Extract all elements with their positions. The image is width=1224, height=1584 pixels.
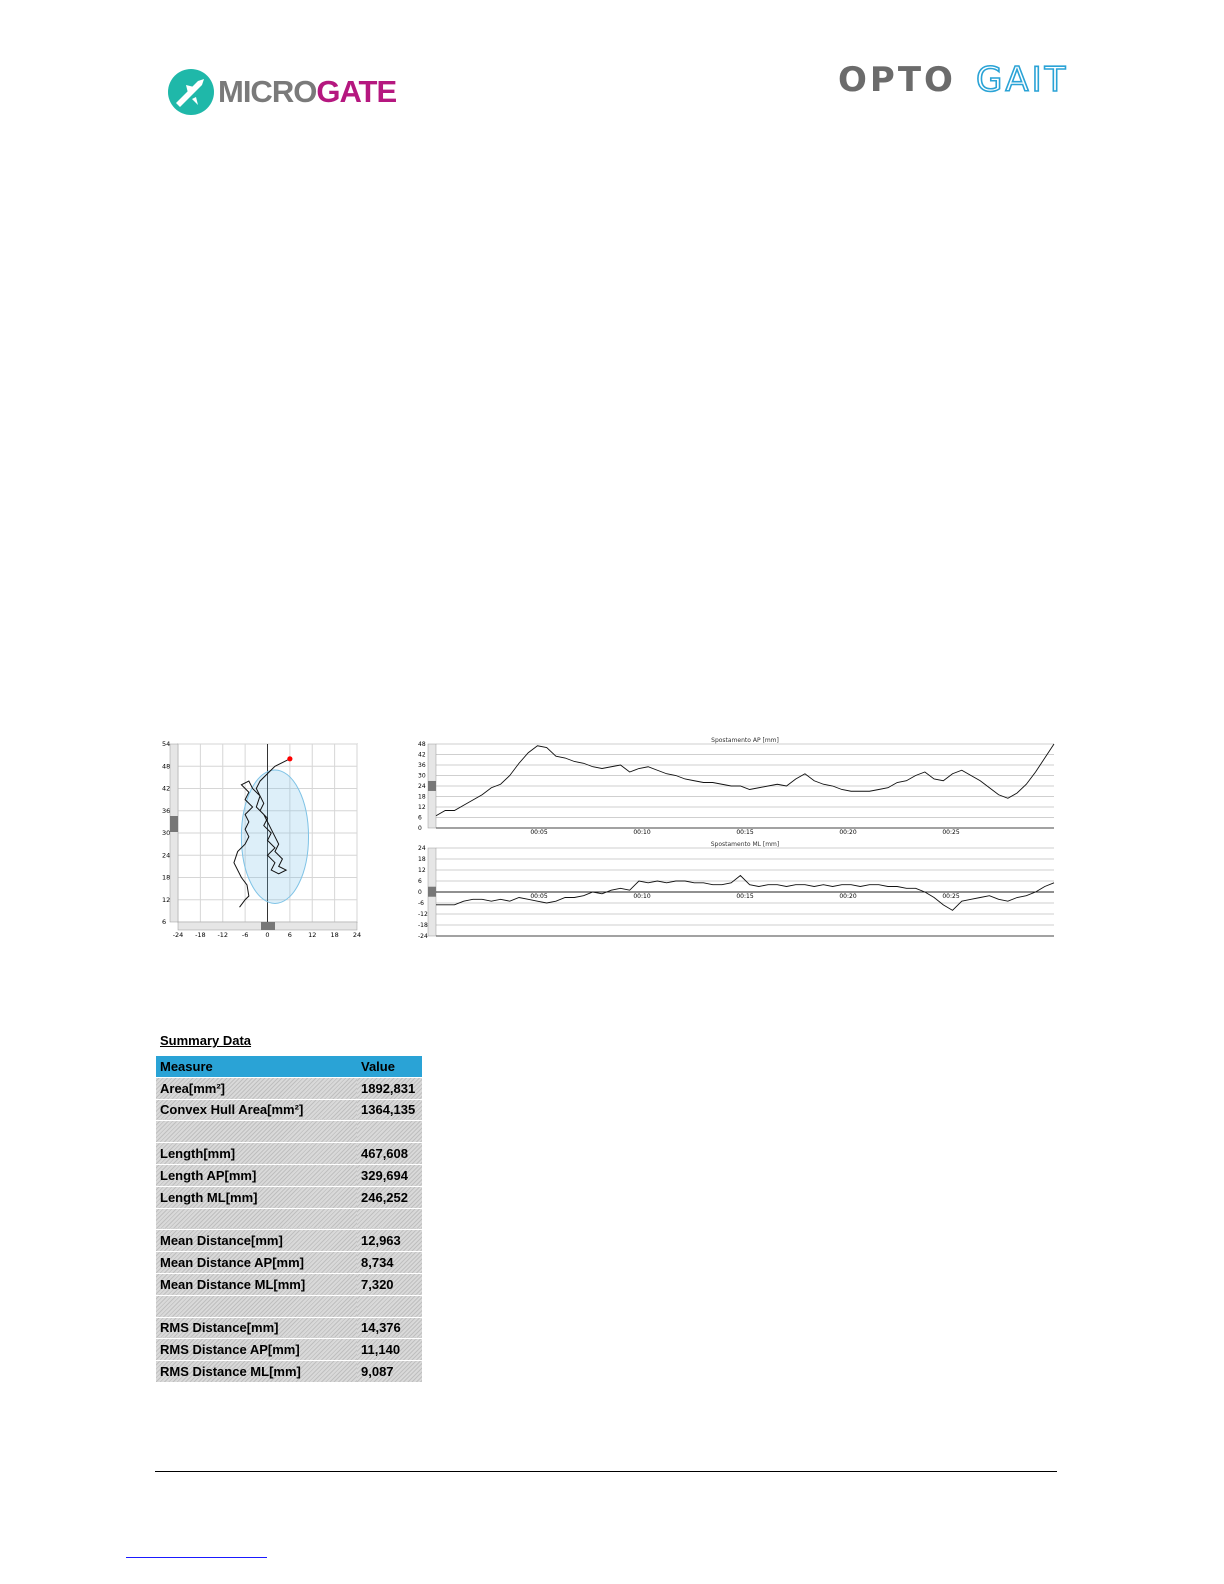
y-tick-label: 42 <box>418 751 426 759</box>
optogait-wordmark <box>838 60 1088 100</box>
table-row <box>156 1208 422 1230</box>
footer-divider <box>155 1471 1057 1472</box>
y-tick-label: -12 <box>418 911 428 918</box>
x-tick-label: -24 <box>172 931 184 939</box>
table-row <box>156 1077 422 1099</box>
value-cell <box>357 1121 422 1143</box>
y-tick-label: -24 <box>418 933 428 940</box>
y-tick-label: 30 <box>162 829 171 837</box>
value-cell: 9,087 <box>357 1361 422 1383</box>
measure-cell: Mean Distance ML[mm] <box>156 1273 357 1295</box>
value-cell: 12,963 <box>357 1230 422 1252</box>
y-tick-label: 36 <box>162 806 171 815</box>
x-scrollbar-thumb <box>261 922 275 930</box>
value-cell <box>357 1295 422 1317</box>
logo-gate-text: GATE <box>316 74 397 109</box>
table-row <box>156 1273 422 1295</box>
value-cell: 8,734 <box>357 1252 422 1274</box>
table-row <box>156 1339 422 1361</box>
x-tick-label: 00:05 <box>530 829 548 836</box>
logo-micro-text: MICRO <box>218 74 317 109</box>
y-tick-label: 12 <box>418 867 426 874</box>
x-tick-label: 00:20 <box>839 829 857 836</box>
y-tick-label: 48 <box>162 762 171 771</box>
value-cell <box>357 1208 422 1230</box>
logo-opto-text: OPTO <box>838 60 956 100</box>
y-tick-label: 30 <box>418 772 426 780</box>
y-tick-label: 36 <box>418 762 426 769</box>
value-cell: 1892,831 <box>357 1077 422 1099</box>
table-row <box>156 1317 422 1339</box>
y-tick-label: 0 <box>418 825 422 832</box>
x-tick-label: 6 <box>287 931 292 939</box>
logo-gait-text: GAIT <box>976 60 1069 100</box>
x-tick-label: -6 <box>241 931 249 939</box>
chart-title: Spostamento AP [mm] <box>711 737 779 744</box>
header-measure: Measure <box>156 1056 357 1077</box>
y-tick-label: 6 <box>418 814 422 822</box>
y-tick-label: 12 <box>162 895 171 904</box>
x-tick-label: 12 <box>308 931 317 939</box>
x-tick-label: 00:05 <box>530 893 548 900</box>
summary-table <box>156 1056 422 1383</box>
y-tick-label: 18 <box>162 873 171 882</box>
x-tick-label: -18 <box>195 931 206 939</box>
x-tick-label: 00:10 <box>633 893 651 900</box>
summary-title: Summary Data <box>160 1033 252 1048</box>
measure-cell <box>156 1295 357 1317</box>
value-cell: 14,376 <box>357 1317 422 1339</box>
y-tick-label: 48 <box>418 741 426 748</box>
y-scrollbar-thumb <box>428 887 436 897</box>
value-cell: 7,320 <box>357 1273 422 1295</box>
value-cell: 11,140 <box>357 1339 422 1361</box>
x-tick-label: 00:15 <box>736 829 754 836</box>
table-row <box>156 1099 422 1121</box>
summary-header-row <box>156 1056 422 1077</box>
x-tick-label: 24 <box>352 931 362 939</box>
ap-displacement-chart <box>414 736 1058 840</box>
x-tick-label: 00:20 <box>839 893 857 900</box>
measure-cell <box>156 1121 357 1143</box>
x-tick-label: 0 <box>265 931 270 939</box>
table-row <box>156 1164 422 1186</box>
microgate-wordmark <box>218 74 396 110</box>
y-tick-label: 24 <box>418 845 426 852</box>
y-scrollbar-thumb <box>428 781 436 791</box>
y-tick-label: 18 <box>418 793 426 801</box>
y-tick-label: 24 <box>418 783 426 790</box>
table-row <box>156 1143 422 1165</box>
header-value: Value <box>357 1056 422 1077</box>
measure-cell: RMS Distance AP[mm] <box>156 1339 357 1361</box>
end-marker <box>287 756 292 761</box>
measure-cell <box>156 1208 357 1230</box>
value-cell: 467,608 <box>357 1143 422 1165</box>
x-tick-label: 18 <box>330 931 339 939</box>
microgate-logo <box>168 66 396 118</box>
optogait-logo <box>838 60 1088 105</box>
y-tick-label: 12 <box>418 804 426 811</box>
y-tick-label: 6 <box>418 878 422 885</box>
table-row <box>156 1230 422 1252</box>
x-tick-label: 00:25 <box>942 893 960 900</box>
table-row <box>156 1361 422 1383</box>
y-tick-label: 42 <box>162 784 171 793</box>
x-tick-label: 00:25 <box>942 829 960 836</box>
value-cell: 246,252 <box>357 1186 422 1208</box>
y-tick-label: -18 <box>418 922 428 929</box>
y-scrollbar <box>170 744 178 922</box>
table-row <box>156 1295 422 1317</box>
measure-cell: Mean Distance[mm] <box>156 1230 357 1252</box>
y-tick-label: 0 <box>418 889 422 896</box>
x-tick-label: 00:15 <box>736 893 754 900</box>
microgate-emblem-icon <box>168 69 214 115</box>
table-row <box>156 1252 422 1274</box>
measure-cell: Mean Distance AP[mm] <box>156 1252 357 1274</box>
measure-cell: Length AP[mm] <box>156 1164 357 1186</box>
measure-cell: RMS Distance ML[mm] <box>156 1361 357 1383</box>
y-tick-label: 24 <box>162 851 171 860</box>
stabilogram-chart <box>158 738 360 940</box>
table-row <box>156 1186 422 1208</box>
y-tick-label: 6 <box>162 918 167 926</box>
y-tick-label: 54 <box>162 740 171 748</box>
value-cell: 1364,135 <box>357 1099 422 1121</box>
y-tick-label: 18 <box>418 856 426 863</box>
table-row <box>156 1121 422 1143</box>
measure-cell: Length[mm] <box>156 1143 357 1165</box>
y-scrollbar-thumb <box>170 816 178 832</box>
measure-cell: Convex Hull Area[mm²] <box>156 1099 357 1121</box>
measure-cell: Area[mm²] <box>156 1077 357 1099</box>
measure-cell: Length ML[mm] <box>156 1186 357 1208</box>
x-tick-label: 00:10 <box>633 829 651 836</box>
value-cell: 329,694 <box>357 1164 422 1186</box>
footer-link-underline[interactable] <box>126 1557 267 1558</box>
chart-title: Spostamento ML [mm] <box>710 841 780 848</box>
measure-cell: RMS Distance[mm] <box>156 1317 357 1339</box>
x-tick-label: -12 <box>217 931 229 939</box>
y-tick-label: -6 <box>418 900 424 907</box>
ml-displacement-chart <box>414 840 1058 940</box>
